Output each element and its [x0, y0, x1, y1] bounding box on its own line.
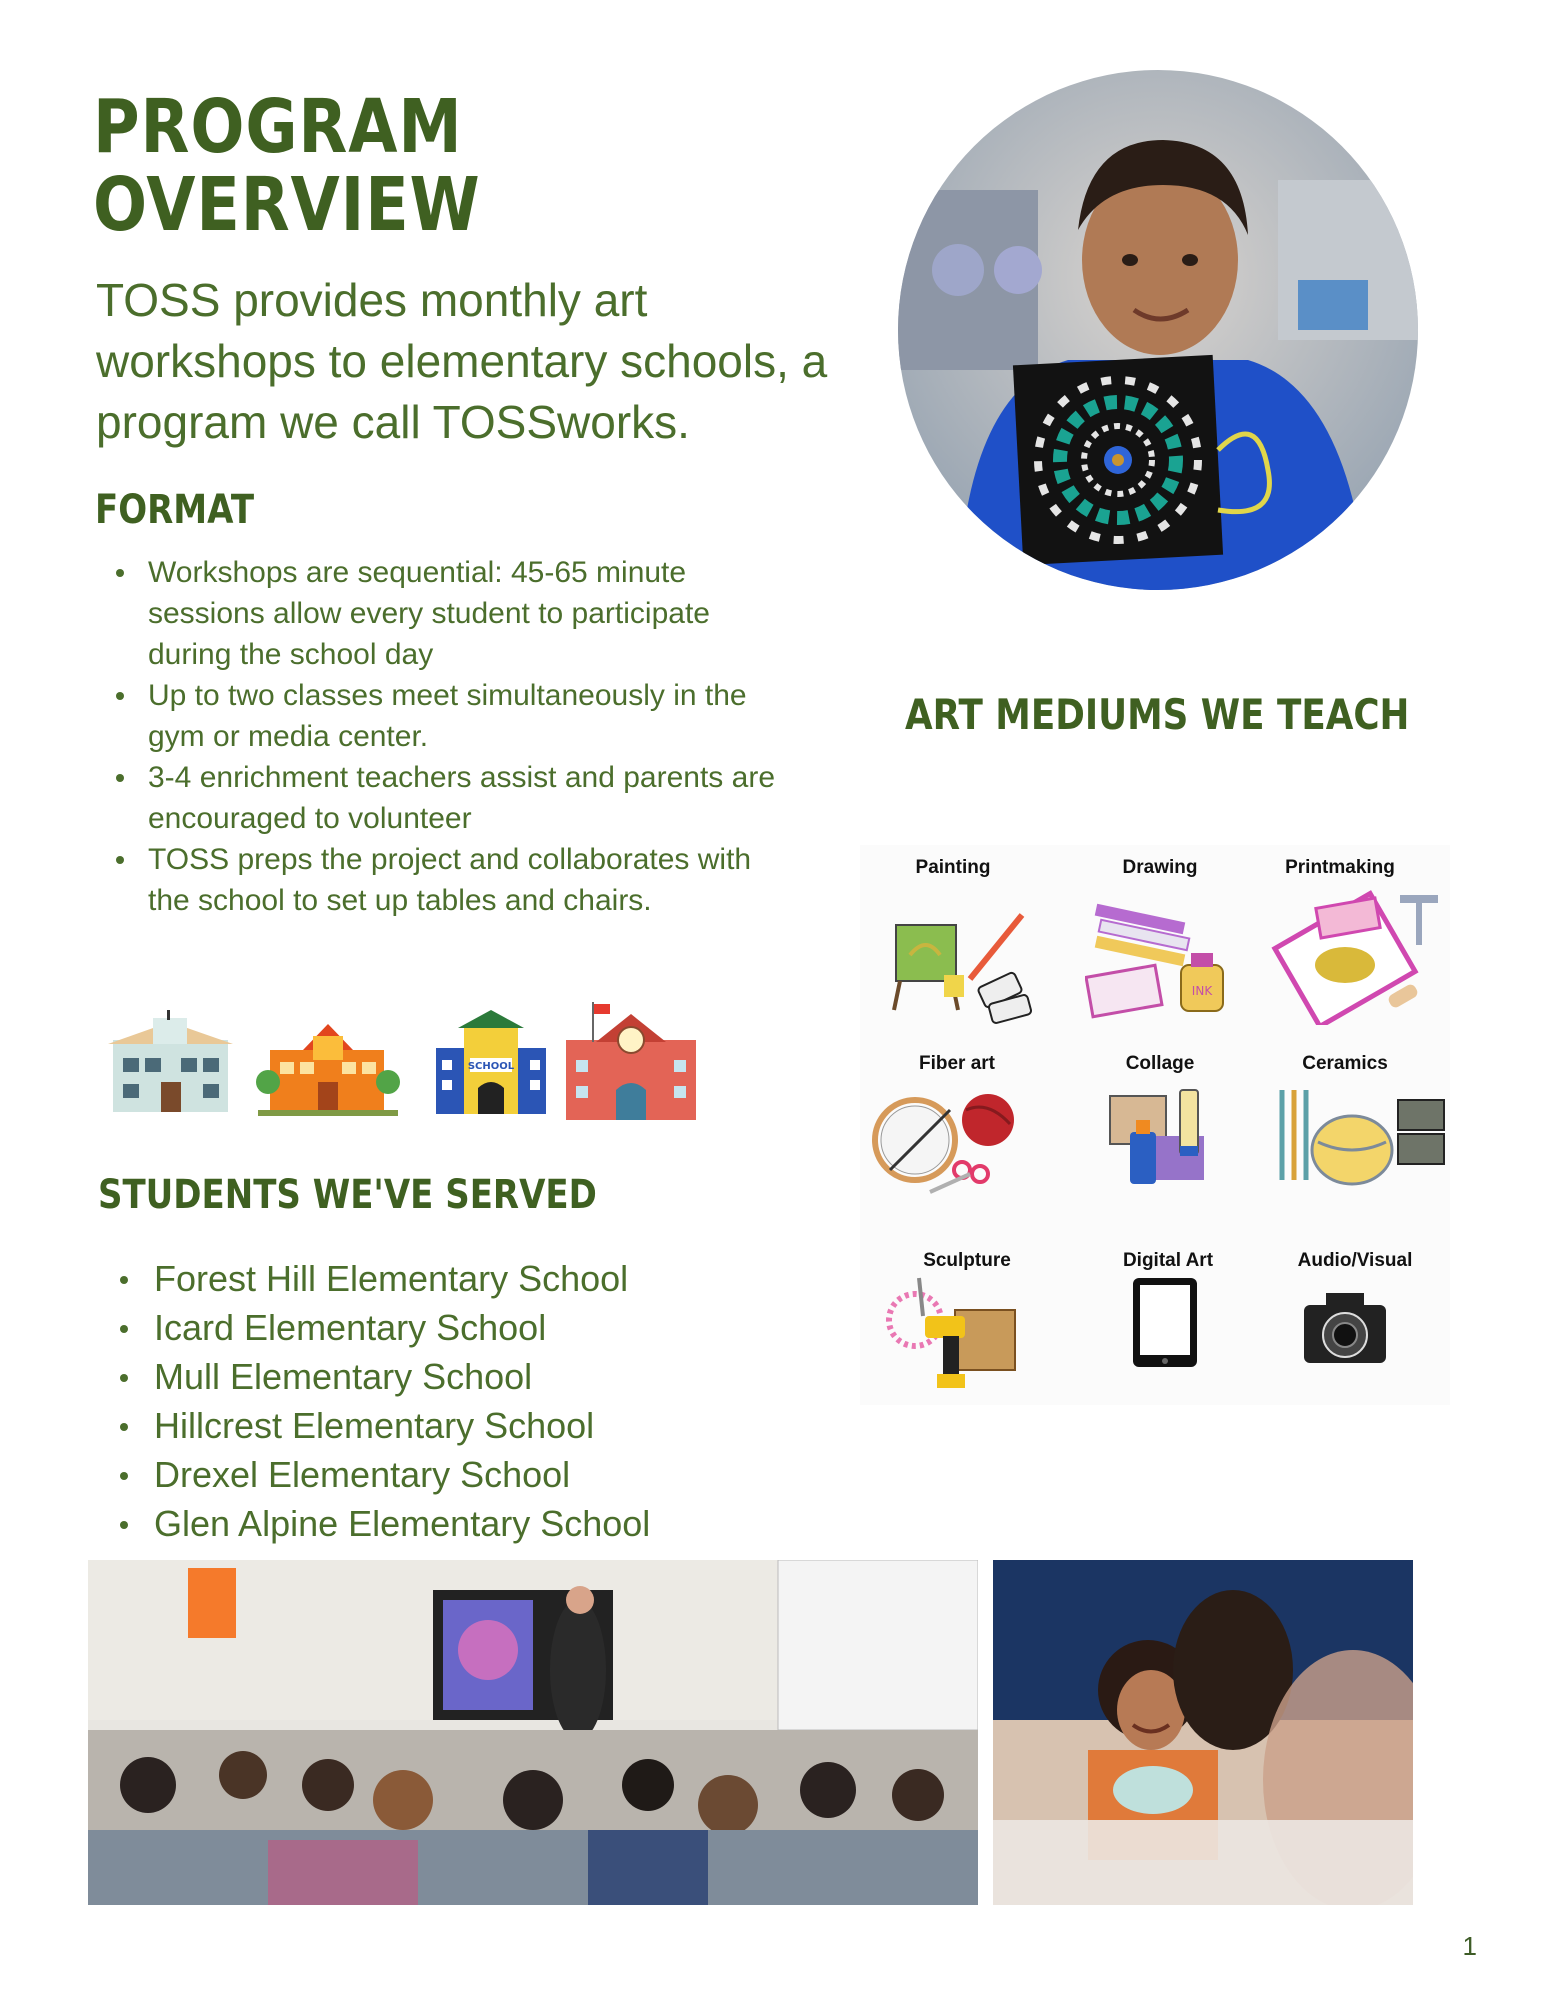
- yarn-embroidery-icon: [870, 1080, 1030, 1200]
- list-item: Up to two classes meet simultaneously in the gym or media center.: [96, 675, 776, 757]
- ink-label: INK: [1191, 984, 1213, 998]
- classroom-photo: [88, 1560, 978, 1905]
- glue-paper-icon: [1100, 1080, 1230, 1200]
- school-icons-row: [108, 1000, 708, 1130]
- page-title: PROGRAM OVERVIEW: [93, 84, 481, 248]
- medium-label-painting: Painting: [915, 857, 991, 878]
- medium-label-fiber-art: Fiber art: [918, 1053, 996, 1074]
- school-list: [104, 1254, 864, 1548]
- list-item: TOSS preps the project and collaborates with the school to set up tables and chairs.: [96, 839, 776, 921]
- list-item: 3-4 enrichment teachers assist and parents are encouraged to volunteer: [96, 757, 776, 839]
- student-portrait-photo: [898, 70, 1418, 590]
- list-item: Icard Elementary School: [104, 1303, 864, 1352]
- list-item: Workshops are sequential: 45-65 minute sessions allow every student to participate during the school day: [96, 552, 776, 675]
- medium-label-collage: Collage: [1125, 1053, 1195, 1074]
- drill-beads-icon: [885, 1270, 1035, 1400]
- list-item: Hillcrest Elementary School: [104, 1401, 864, 1450]
- medium-label-printmaking: Printmaking: [1285, 857, 1395, 878]
- intro-text: TOSS provides monthly art workshops to elementary schools, a program we call TOSSworks.: [96, 274, 828, 448]
- page-number: 1: [1462, 1931, 1477, 1961]
- medium-label-audio-visual: Audio/Visual: [1297, 1250, 1413, 1271]
- mediums-grid: [860, 845, 1450, 1405]
- tablet-icon: [1130, 1275, 1200, 1370]
- list-item: Glen Alpine Elementary School: [104, 1499, 864, 1548]
- format-heading: FORMAT: [95, 487, 255, 533]
- medium-label-drawing: Drawing: [1122, 857, 1198, 878]
- school-sign-label: SCHOOL: [467, 1061, 515, 1072]
- medium-label-digital-art: Digital Art: [1122, 1250, 1214, 1271]
- medium-label-ceramics: Ceramics: [1302, 1053, 1388, 1074]
- student-painting-photo: [993, 1560, 1413, 1905]
- students-heading: STUDENTS WE'VE SERVED: [98, 1172, 597, 1218]
- format-list: [96, 552, 776, 921]
- mediums-heading: ART MEDIUMS WE TEACH: [905, 690, 1410, 739]
- list-item: Forest Hill Elementary School: [104, 1254, 864, 1303]
- list-item: Mull Elementary School: [104, 1352, 864, 1401]
- camera-icon: [1300, 1285, 1390, 1370]
- list-item: Drexel Elementary School: [104, 1450, 864, 1499]
- paint-palette-icon: [890, 895, 1040, 1025]
- brayer-print-icon: [1260, 885, 1440, 1025]
- school-building-icon: [108, 1000, 708, 1130]
- markers-icon: [1085, 895, 1235, 1025]
- medium-label-sculpture: Sculpture: [923, 1250, 1011, 1271]
- pottery-icon: [1270, 1080, 1450, 1200]
